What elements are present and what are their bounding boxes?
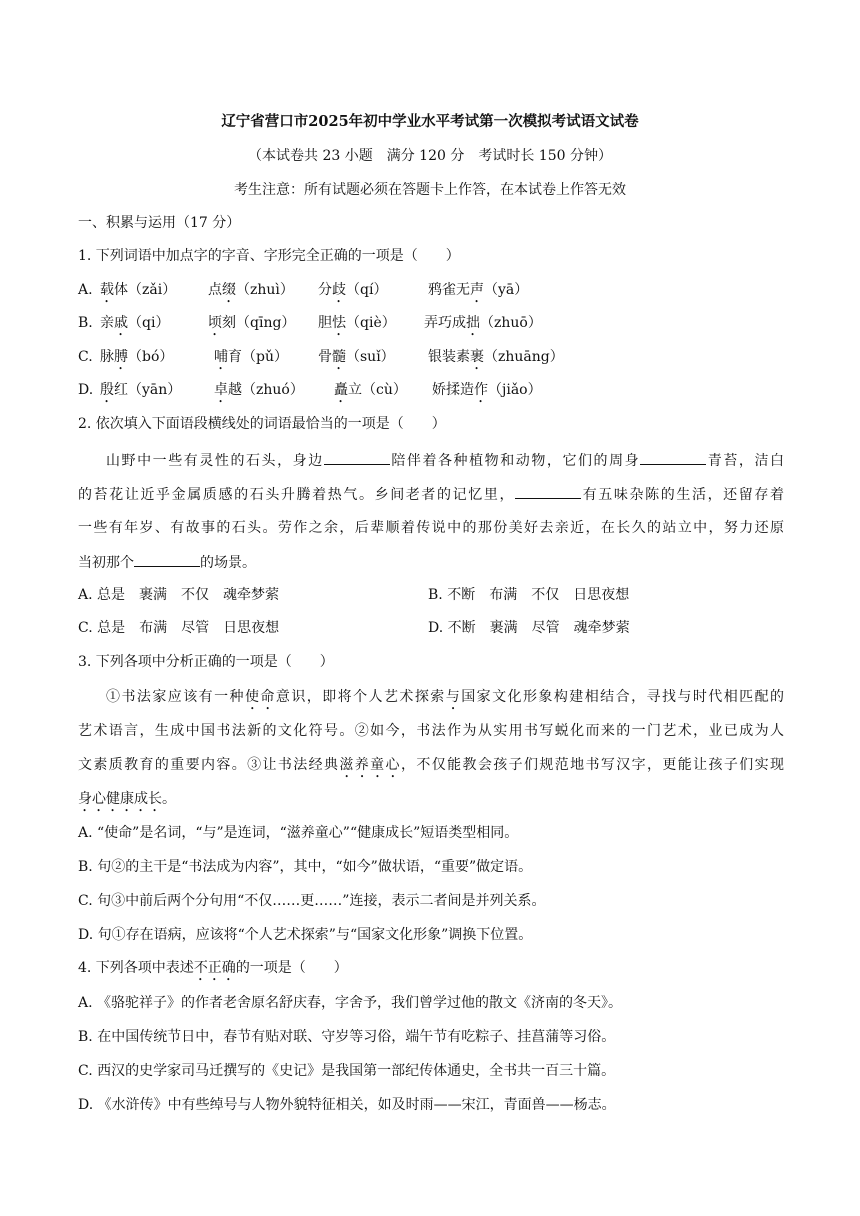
q1-c-word2: 哺育（pǔ）	[214, 349, 288, 365]
q1-option-b	[78, 313, 784, 333]
q1-c-word1: 脉膊（bó）	[100, 349, 174, 365]
q3-option-d: D. 句①存在语病，应该将“个人艺术探索”与“国家文化形象”调换下位置。	[78, 927, 533, 943]
option-label: A.	[78, 282, 93, 298]
exam-notice: 考生注意：所有试题必须在答题卡上作答，在本试卷上作答无效	[234, 182, 626, 198]
q1-option-d	[78, 380, 784, 400]
option-label: C.	[78, 349, 93, 365]
exam-subtitle: （本试卷共 23 小题 满分 120 分 考试时长 150 分钟）	[248, 148, 612, 164]
q2-option-c: C. 总是 布满 尽管 日思夜想	[78, 620, 280, 636]
q4-stem: 4. 下列各项中表述不正确的一项是（ ）	[78, 960, 348, 976]
q2-option-d: D. 不断 裹满 尽管 魂牵梦萦	[428, 620, 630, 636]
fill-blank	[640, 450, 706, 465]
option-label: D.	[78, 382, 94, 398]
q3-passage-line1: ①书法家应该有一种使命意识，即将个人艺术探索与国家文化形象构建相结合，寻找与时代相匹配的	[106, 689, 785, 705]
q1-a-word4: 鸦雀无声（yā）	[428, 282, 529, 298]
q2-options-row1	[78, 585, 784, 605]
q2-options-row2	[78, 618, 784, 638]
fill-blank	[134, 552, 200, 567]
q2-passage-line4: 当初那个 的场景。	[78, 552, 784, 572]
q1-a-word2: 点缀（zhuì）	[208, 282, 294, 298]
q1-stem: 1. 下列词语中加点字的字音、字形完全正确的一项是（ ）	[78, 248, 460, 264]
q1-b-word3: 胆怯（qiè）	[318, 315, 396, 331]
q3-passage-line2: 艺术语言，生成中国书法新的文化符号。②如今，书法作为从实用书写蜕化而来的一门艺术，业已成为人	[78, 723, 784, 739]
q1-option-a	[78, 280, 784, 300]
q4-option-a: A. 《骆驼祥子》的作者老舍原名舒庆春，字舍予，我们曾学过他的散文《济南的冬天》。	[78, 995, 623, 1011]
q1-d-word1: 殷红（yān）	[100, 382, 182, 398]
q1-b-word2: 顷刻（qīng）	[208, 315, 296, 331]
q1-c-word4: 银装素裹（zhuāng）	[428, 349, 564, 365]
option-label: B.	[78, 315, 93, 331]
q1-b-word1: 亲戚（qi）	[100, 315, 170, 331]
fill-blank	[324, 450, 390, 465]
q1-option-c	[78, 347, 784, 367]
q3-option-b: B. 句②的主干是“书法成为内容”，其中，“如今”做状语，“重要”做定语。	[78, 859, 533, 875]
q1-d-word2: 卓越（zhuó）	[214, 382, 304, 398]
section-heading: 一、积累与运用（17 分）	[78, 215, 241, 231]
q4-option-c: C. 西汉的史学家司马迁撰写的《史记》是我国第一部纪传体通史，全书共一百三十篇。	[78, 1063, 616, 1079]
exam-title: 辽宁省营口市2025年初中学业水平考试第一次模拟考试语文试卷	[221, 113, 639, 130]
q2-option-b: B. 不断 布满 不仅 日思夜想	[428, 587, 630, 603]
fill-blank	[515, 484, 581, 499]
q3-passage-line3: 文素质教育的重要内容。③让书法经典滋养童心，不仅能教会孩子们规范地书写汉字，更能让孩子们实现	[78, 757, 785, 773]
q1-b-word4: 弄巧成拙（zhuō）	[424, 315, 542, 331]
q2-passage-line1: 山野中一些有灵性的石头，身边 陪伴着各种植物和动物，它们的周身 青苔，洁白	[78, 450, 784, 470]
q4-option-d: D. 《水浒传》中有些绰号与人物外貌特征相关，如及时雨——宋江，青面兽——杨志。	[78, 1097, 616, 1113]
q1-a-word3: 分歧（qí）	[318, 282, 388, 298]
q2-stem: 2. 依次填入下面语段横线处的词语最恰当的一项是（ ）	[78, 416, 446, 432]
q3-option-c: C. 句③中前后两个分句用“不仅……更……”连接，表示二者间是并列关系。	[78, 893, 546, 909]
q2-passage-line3: 一些有年岁、有故事的石头。劳作之余，后辈顺着传说中的那份美好去亲近，在长久的站立中，努力还原	[78, 520, 784, 536]
q4-option-b: B. 在中国传统节日中，春节有贴对联、守岁等习俗，端午节有吃粽子、挂菖蒲等习俗。	[78, 1029, 616, 1045]
q2-option-a: A. 总是 裹满 不仅 魂牵梦萦	[78, 587, 280, 603]
q3-option-a: A. “使命”是名词，“与”是连词，“滋养童心”“健康成长”短语类型相同。	[78, 825, 519, 841]
q1-d-word4: 娇揉造作（jiǎo）	[432, 382, 542, 398]
q1-c-word3: 骨髓（suǐ）	[318, 349, 395, 365]
q1-a-word1: 载体（zǎi）	[100, 282, 177, 298]
q2-passage-line2: 的苔花让近乎金属质感的石头升腾着热气。乡间老者的记忆里， 有五味杂陈的生活，还留存着	[78, 484, 784, 504]
q3-stem: 3. 下列各项中分析正确的一项是（ ）	[78, 654, 334, 670]
q3-passage-line4: 身心健康成长。	[78, 791, 176, 807]
q1-d-word3: 矗立（cù）	[334, 382, 407, 398]
